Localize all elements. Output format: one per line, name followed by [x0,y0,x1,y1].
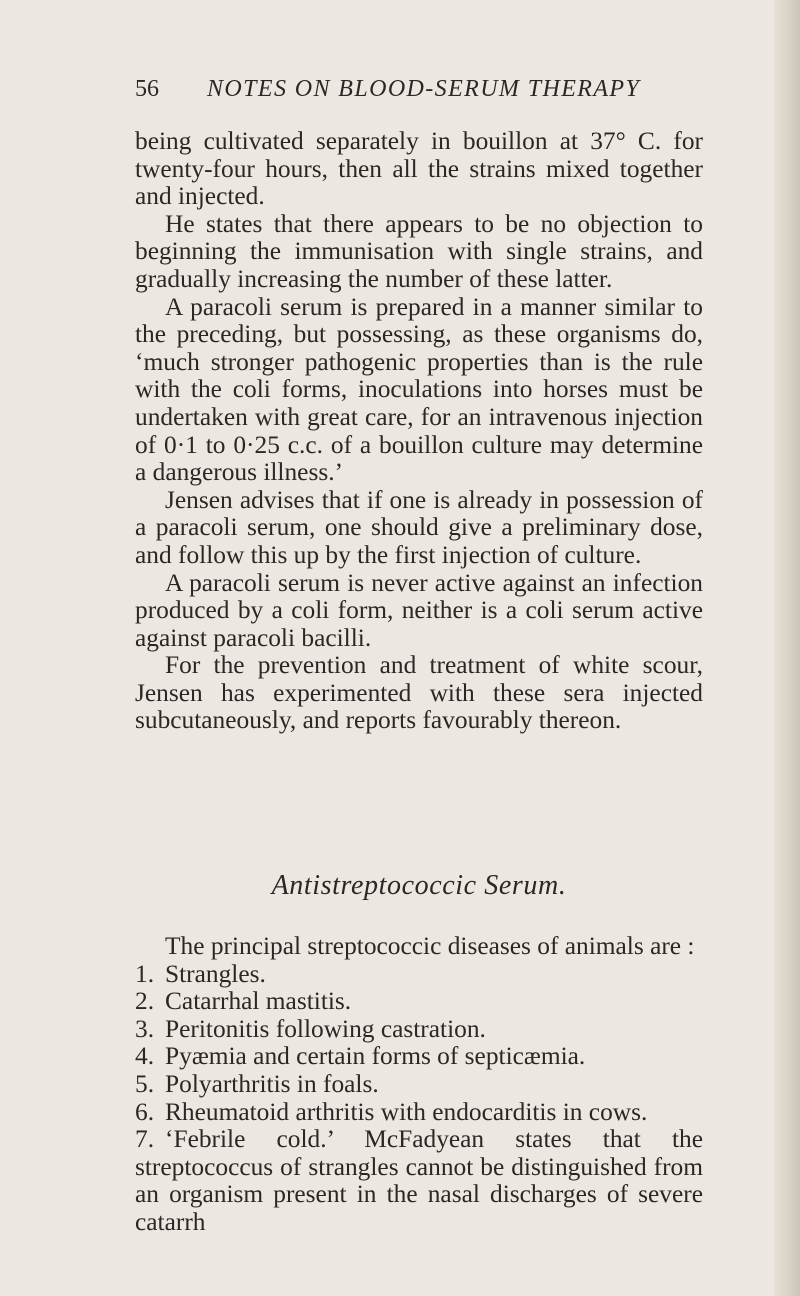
section-body [135,933,703,1237]
list-item-final [135,1126,703,1236]
list-item-text: Rheumatoid arthritis with endocarditis in cows. [165,1097,648,1126]
list-item-number: 6. [135,1097,155,1126]
list-item [135,1071,703,1099]
running-title: NOTES ON BLOOD-SERUM THERAPY [207,76,641,102]
paragraph-paracoli-activity: A paracoli serum is never active against an infection produced by a coli form, neither is a coli serum active against paracoli bacilli. [135,568,703,652]
paragraph-jensen-advice: Jensen advises that if one is already in possession of a paracoli serum, one should give a preliminary dose, and follow this up by the first injection of culture. [135,485,703,569]
list-item-text: Peritonitis following castration. [165,1014,486,1043]
list-item-number: 5. [135,1069,155,1098]
page-number: 56 [135,76,159,102]
paragraph-paracoli-serum: A paracoli serum is prepared in a manner similar to the preceding, but possessing, as these organisms do, ‘much stronger pathogenic properties than is the rule with the coli forms, inoculations into horses must be undertaken with great care, for an intravenous injection of 0·1 to 0·25 c.c. of a bouillon culture may determine a dangerous illness.’ [135,292,703,487]
paragraph-immunisation: He states that there appears to be no objection to beginning the immunisation with single strains, and gradually increasing the number of these latter. [135,209,703,293]
list-item [135,988,703,1016]
list-item-number: 3. [135,1014,155,1043]
page-header [135,76,695,110]
list-item [135,1099,703,1127]
list-item-number: 7. [135,1125,155,1154]
section-continuation: McFadyean states that the streptococcus of strangles cannot be distinguished from an organism present in the nasal discharges of severe catarrh [135,1125,703,1236]
list-item [135,1043,703,1071]
paragraph-continuation: being cultivated separately in bouillon at 37° C. for twenty-four hours, then all the strains mixed together and injected. [135,127,703,211]
disease-list [135,961,703,1127]
list-item-text: Catarrhal mastitis. [165,987,352,1016]
list-item [135,1016,703,1044]
list-item-number: 2. [135,987,155,1016]
list-item-text: ‘Febrile cold.’ [165,1125,334,1154]
list-item-text: Polyarthritis in foals. [165,1069,379,1098]
paragraph-white-scour: For the prevention and treatment of white scour, Jensen has experimented with these sera injected subcutaneously, and reports favourably thereon. [135,651,703,735]
section-intro: The principal streptococcic diseases of animals are : [165,932,695,960]
section-heading: Antistreptococcic Serum. [271,870,567,901]
list-item-text: Pyæmia and certain forms of septicæmia. [165,1042,586,1071]
list-item-text: Strangles. [165,959,266,988]
list-item-number: 1. [135,959,155,988]
list-item-number: 4. [135,1042,155,1071]
page-edge-shadow [774,0,800,1296]
body-text [135,128,703,735]
list-item [135,961,703,989]
